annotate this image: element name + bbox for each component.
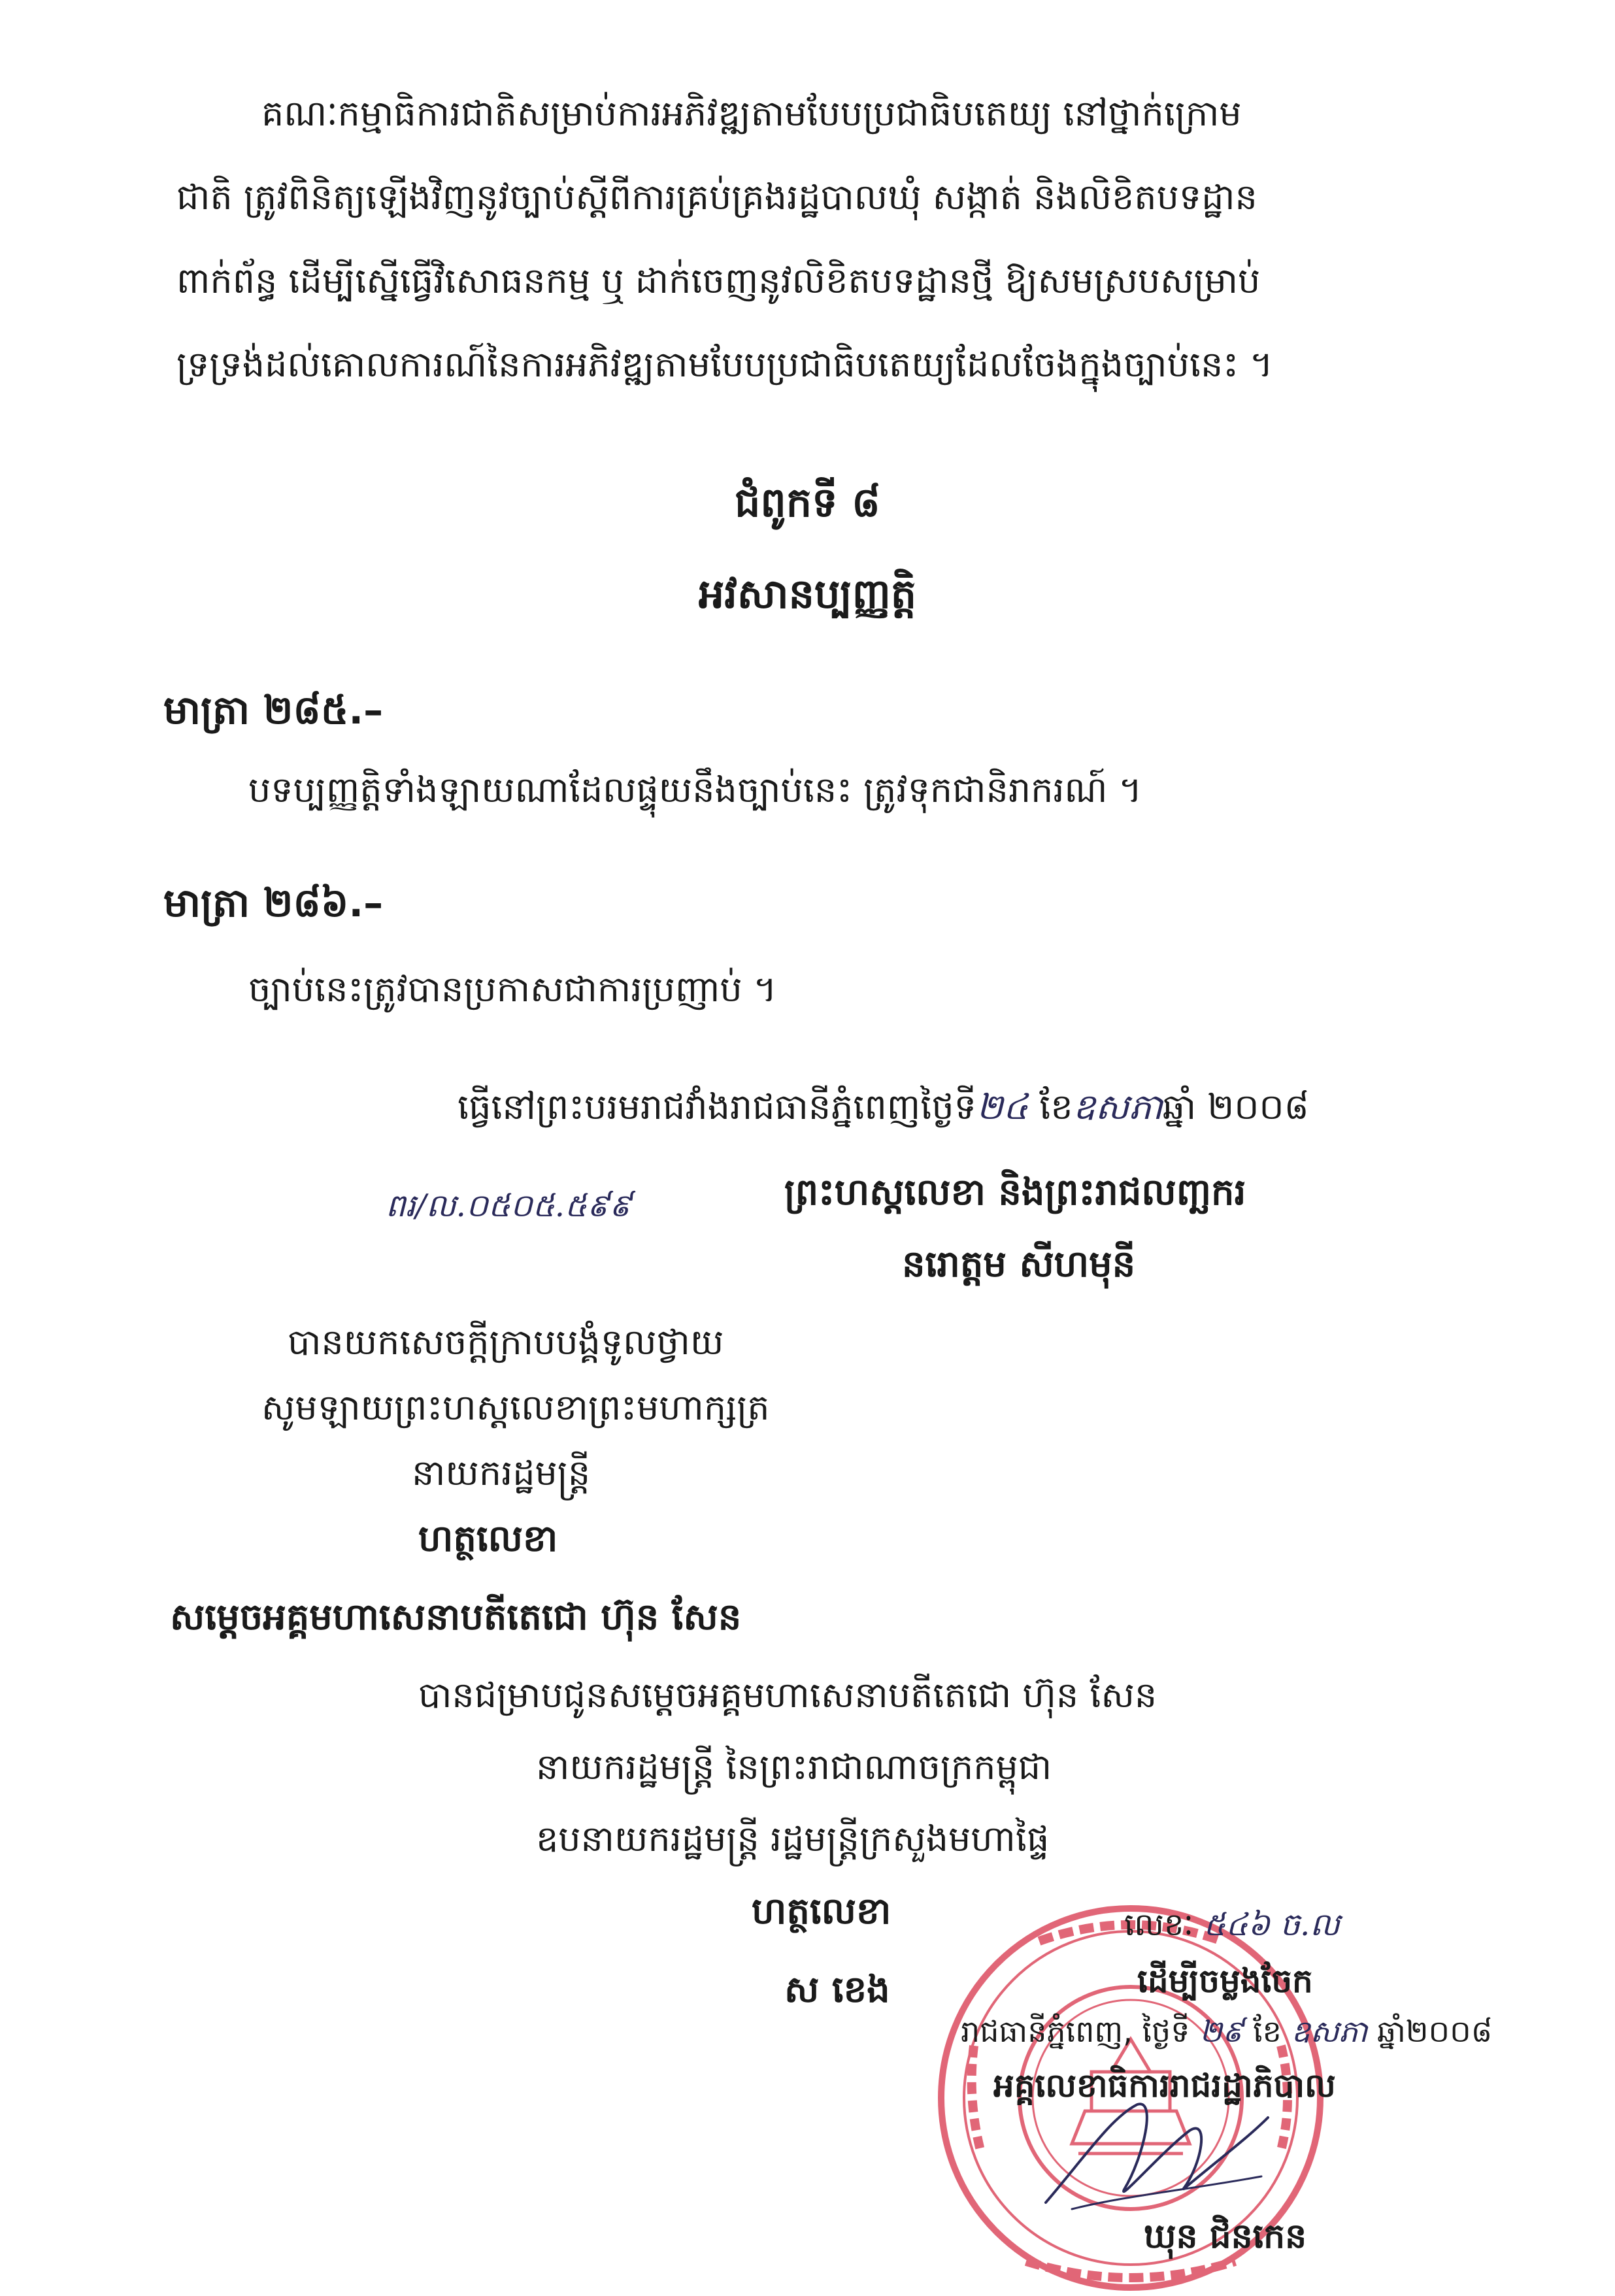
certified-number-value: ៥៤៦ ច.ល (1203, 1906, 1340, 1943)
paragraph-line-1: គណៈកម្មាធិការជាតិសម្រាប់ការអភិវឌ្ឍតាមបែបប្រជាធិបតេយ្យ នៅថ្នាក់ក្រោម (261, 93, 1242, 134)
paragraph-line-2: ជាតិ ត្រូវពិនិត្យឡើងវិញនូវច្បាប់ស្ដីពីការគ្រប់គ្រងរដ្ឋបាលឃុំ សង្កាត់ និងលិខិតបទដ្ឋាន (176, 176, 1257, 218)
date-year-label: ឆ្នាំ (1162, 1086, 1197, 1127)
article-285-text: បទប្បញ្ញត្តិទាំងឡាយណាដែលផ្ទុយនឹងច្បាប់នេះ ត្រូវទុកជានិរាករណ៍ ។ (248, 769, 1142, 810)
submission-line-2: សូមឡាយព្រះហស្តលេខាព្រះមហាក្សត្រ (261, 1387, 770, 1428)
reference-number: ពរ/ល.០៥០៥.៥៩៩ (386, 1188, 631, 1224)
certified-year: ឆ្នាំ២០០៨ (1376, 2014, 1493, 2049)
countersign-line-3: ឧបនាយករដ្ឋមន្ត្រី រដ្ឋមន្ត្រីក្រសួងមហាផ្ទៃ (536, 1818, 1050, 1859)
certified-number-label: លេខៈ (1124, 1906, 1194, 1943)
countersign-signer: ស ខេង (784, 1969, 890, 2011)
handwritten-signature (1033, 2078, 1281, 2222)
certified-office: អគ្គលេខាធិការរាជរដ្ឋាភិបាល (993, 2067, 1336, 2105)
paragraph-line-4: ទ្រទ្រង់ដល់គោលការណ៍នៃការអភិវឌ្ឍតាមបែបប្រជាធិបតេយ្យដែលចែងក្នុងច្បាប់នេះ ។ (176, 344, 1273, 385)
countersign-signature-label: ហត្ថលេខា (752, 1890, 891, 1933)
article-285-heading: មាត្រា ២៨៥.– (163, 688, 384, 733)
date-prefix: ធ្វើនៅព្រះបរមរាជវាំងរាជធានីភ្នំពេញថ្ងៃទី (458, 1086, 976, 1127)
chapter-number: ជំពូកទី ៨ (735, 478, 880, 526)
date-month-label: ខែ (1039, 1086, 1073, 1127)
countersign-line-2: នាយករដ្ឋមន្ត្រី នៃព្រះរាជាណាចក្រកម្ពុជា (536, 1746, 1052, 1788)
article-286-text: ច្បាប់នេះត្រូវបានប្រកាសជាការប្រញាប់ ។ (248, 969, 777, 1010)
date-day: ២៤ (976, 1086, 1029, 1127)
certified-month-label: ខែ (1253, 2014, 1282, 2049)
royal-name: នរោត្តម សីហមុនី (902, 1243, 1136, 1286)
submission-signature-label: ហត្ថលេខា (418, 1518, 558, 1560)
date-month: ឧសភា (1073, 1086, 1163, 1127)
royal-signature-title: ព្រះហស្តលេខា និងព្រះរាជលញ្ឆករ (784, 1171, 1246, 1214)
certified-place-date-prefix: រាជធានីភ្នំពេញ, ថ្ងៃទី (961, 2014, 1190, 2049)
certified-title: ដើម្បីចម្លងចែក (1137, 1962, 1313, 2000)
paragraph-line-3: ពាក់ព័ន្ធ ដើម្បីស្នើធ្វើវិសោធនកម្ម ឬ ដាក់ចេញនូវលិខិតបទដ្ឋានថ្មី ឱ្យសមស្របសម្រាប់ (176, 260, 1261, 301)
certified-month: ឧសភា (1291, 2014, 1368, 2049)
certified-signer: ឃុន ជិនកេន (1144, 2217, 1307, 2256)
countersign-line-1: បានជម្រាបជូនសម្ដេចអគ្គមហាសេនាបតីតេជោ ហ៊ុន សែន (418, 1674, 1157, 1716)
chapter-title: អវសានប្បញ្ញត្តិ (698, 570, 917, 618)
date-year: ២០០៨ (1207, 1086, 1309, 1127)
certified-place-date (961, 2013, 1492, 2051)
article-286-heading: មាត្រា ២៨៦.– (163, 880, 384, 926)
certified-day: ២៩ (1199, 2014, 1244, 2049)
certified-number (1124, 1905, 1340, 1944)
submission-signer: សម្ដេចអគ្គមហាសេនាបតីតេជោ ហ៊ុន សែន (170, 1596, 742, 1639)
date-line (458, 1085, 1309, 1129)
submission-line-3: នាយករដ្ឋមន្ត្រី (412, 1452, 591, 1493)
submission-line-1: បានយកសេចក្ដីក្រាបបង្គំទូលថ្វាយ (288, 1322, 724, 1363)
